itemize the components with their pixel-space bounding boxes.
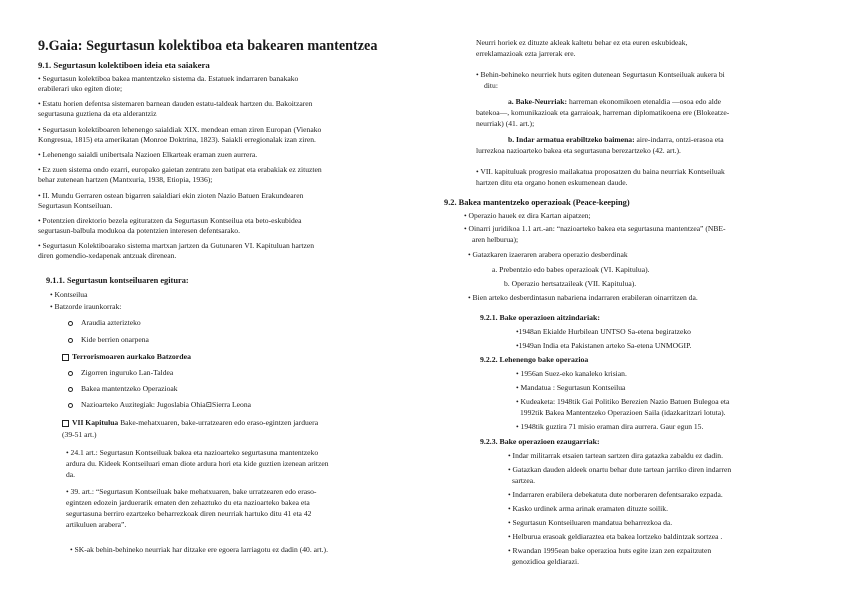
list-item: Bakea mantentzeko Operazioak [68,384,178,393]
paragraph-line: • SK-ak behin-behineko neurriak har ditzake ere egoera larriagotu ez dadin (40. art.). [70,545,328,554]
list-item: • Gatazkan dauden aldeek onartu behar dute tartean jarriko diren indarren [508,465,732,474]
option-b-label: b. Indar armatua erabiltzeko baimena: [508,135,635,144]
option-b-line [508,135,724,144]
list-item: • 1948tik guztira 71 misio eraman dira aurrera. Gaur egun 15. [516,422,704,431]
list-item: •1949an India eta Pakistanen arteko Sa-etena UNMOGIP. [516,341,692,350]
list-item: • Mandatua : Segurtasun Kontseilua [516,383,626,392]
option-a-line [508,97,721,106]
option-a-label: a. Bake-Neurriak: [508,97,568,106]
list-item: • Segurtasun Kontseiluaren mandatua beharrezkoa da. [508,518,673,527]
paragraph-line: • Ez zuen sistema ondo ezarri, europako gaietan zentratu zen batipat eta erabakiak ez zituzten [38,165,322,174]
paragraph-line: Kongresua, 1815) eta amerikatan (Monroe Doktrina, 1823). Saiakli erregionalak izan ziren. [38,135,316,144]
list-item: • Kontseilua [50,290,88,299]
list-item: • Rwandan 1995ean bake operazioa huts egite izan zen ezpaitzuten [508,546,712,555]
list-item: b. Operazio hertsatzaileak (VII. Kapitulua). [504,279,637,288]
list-item: sartzea. [512,476,535,485]
section-9-1-1-heading: 9.1.1. Segurtasun kontseiluaren egitura: [46,276,189,285]
paragraph-line: behar zutenean hartzen (Mantxuria, 1938, Etiopia, 1936); [38,175,213,184]
paragraph-line: • VII. kapituluak progresio mailakatua proposatzen du baina neurriak Kontseiluak [476,167,725,176]
list-item: genozidioa geldiarazi. [512,557,580,566]
section-9-2-3-heading: 9.2.3. Bake operazioen ezaugarriak: [480,437,600,446]
paragraph-line: • Segurtasun Kolektiboarako sistema martxan jartzen da Gutunaren VI. Kapituluan hartzen [38,241,315,250]
page-title: 9.Gaia: Segurtasun kolektiboa eta bakearen mantentzea [38,38,378,54]
paragraph-line: ditu: [484,81,498,90]
list-item: aren helburua); [472,235,519,244]
paragraph-line: • II. Mundu Gerraren ostean bigarren saialdiari ekin zioten Nazio Batuen Erakundearen [38,191,304,200]
paragraph-line: (39-51 art.) [62,430,97,439]
paragraph-line: • Behin-behineko neurriek huts egiten dutenean Segurtasun Kontseiluak aukera bi [476,70,725,79]
paragraph-line: erreklamazioak ezta jarrerak ere. [476,49,576,58]
paragraph-line: ardura du. Kideek Kontseiluari eman diote ardura hori eta kide guztien izenean aritzen [66,459,329,468]
paragraph-line: segurtasuna guztiena da eta alderantziz [38,109,157,118]
paragraph-line: • Potentzien direktorio bezela egituratzen da Segurtasun Kontseilua eta beto-eskubidea [38,216,302,225]
section-9-2-1-heading: 9.2.1. Bake operazioen aitzindariak: [480,313,600,322]
paragraph-line: batekoa—, komunikazioak eta garraioak, harreman diplomatikoena ere (Blokeatze- [476,108,730,117]
list-item: Araudia azterizteko [68,318,141,327]
list-item: • 1956an Suez-eko kanaleko krisian. [516,369,627,378]
paragraph-line: Segurtasun Kontseiluan. [38,201,113,210]
chapter-vii-line [62,418,318,427]
list-item: • Batzorde iraunkorrak: [50,302,122,311]
paragraph-line: • 39. art.: “Segurtasun Kontseiluak bake mehatxuaren, bake urratzearen edo eraso- [66,487,317,496]
list-item: a. Prebentzio edo babes operazioak (VI. Kapitulua). [492,265,650,274]
paragraph-line: hartzen ditu eta organo honen eskumenean daude. [476,178,628,187]
list-item: • Gatazkaren izaeraren arabera operazio desberdinak [468,250,628,259]
paragraph-line: segurtasuna berriro ezartzeko beharrezkoak diren neurriak hartuko ditu 41 eta 42 [66,509,312,518]
paragraph-line: artikuluen arabera”. [66,520,127,529]
paragraph-line: lurrezkoa nazioarteko bakea eta segurtasuna berezartzeko (42. art.). [476,146,681,155]
list-item: Zigorren inguruko Lan-Taldea [68,368,173,377]
list-item: • Kudeaketa: 1948tik Gai Politiko Berezien Nazio Batuen Bulegoa eta [516,397,730,406]
paragraph-line: • Segurtasun kolektiboa bakea mantentzeko sistema da. Estatuek indarraren banakako [38,74,299,83]
paragraph-line: Neurri horiek ez dituzte akleak kaltetu behar ez eta euren eskubideak, [476,38,688,47]
list-item: • Helburua erasoak geldiaraztea eta bakea lortzeko baldintzak sortzea . [508,532,723,541]
paragraph-line: • Lehenengo saialdi unibertsala Nazioen Elkarteak eraman zuen aurrera. [38,150,258,159]
paragraph-line: • 24.1 art.: Segurtasun Kontseiluak bakea eta nazioarteko segurtasuna mantentzeko [66,448,319,457]
paragraph-line: neurriak) (41. art.); [476,119,535,128]
list-item: • Indarraren erabilera debekatuta dute norberaren defentsarako ezpada. [508,490,723,499]
list-item: • Bien arteko desberdintasun nabariena indarraren erabileran oinarritzen da. [468,293,698,302]
terror-committee-title: Terrorismoaren aurkako Batzordea [72,352,191,361]
chapter-vii-text: Bake-mehatxuaren, bake-urratzearen edo eraso-egintzen jarduera [118,418,319,427]
paragraph-line: • Estatu horien defentsa sistemaren barnean dauden estatu-taldeak hartzen du. Bakoitzaren [38,99,313,108]
paragraph-line: erabilerari uko egiten diote; [38,84,123,93]
chapter-vii-label: VII Kapitulua [62,418,118,427]
section-9-1-heading: 9.1. Segurtasun kolektiboen ideia eta saiakera [38,60,210,70]
paragraph-line: da. [66,470,76,479]
option-b-text: aire-indarra, ontzi-erasoa eta [634,135,724,144]
list-item: Nazioarteko Auzitegiak: Jugoslabia Ohia⊡Sierra Leona [68,400,251,409]
section-9-2-heading: 9.2. Bakea mantentzeko operazioak (Peace-keeping) [444,198,630,207]
paragraph-line: egintzen edozein jarduerarik ematen den zehaztuko du eta nazioarteko bakea eta [66,498,310,507]
paragraph-line: segurtasun-balbula modukoa da potentzien interesen defentsarako. [38,226,241,235]
section-9-2-2-heading: 9.2.2. Lehenengo bake operazioa [480,355,589,364]
paragraph-line: diren gomendio-xedapenak antzuak direnean. [38,251,177,260]
option-a-text: harreman ekonomikoen etenaldia —osoa edo alde [567,97,721,106]
list-item: Kide berrien onarpena [68,335,149,344]
terror-committee-heading [62,352,191,361]
checkbox-square-icon [62,352,72,361]
list-item: • Oinarri juridikoa 1.1 art.-an: “nazioarteko bakea eta segurtasuna mantentzea” (NBE- [464,224,726,233]
list-item: 1992tik Bakea Mantentzeko Operazioen Saila (idazkaritzari lotuta). [520,408,726,417]
list-item: • Kasko urdinek arma arinak eramaten dituzte soilik. [508,504,668,513]
list-item: • Indar militarrak etsaien tartean sartzen dira gatazka zabaldu ez dadin. [508,451,723,460]
list-item: •1948an Ekialde Hurbilean UNTSO Sa-etena begiratzeko [516,327,691,336]
paragraph-line: • Segurtasun kolektiboaren lehenengo saialdiak XIX. mendean eman ziren Europan (Vienako [38,125,322,134]
list-item: • Operazio hauek ez dira Kartan aipatzen; [464,211,591,220]
